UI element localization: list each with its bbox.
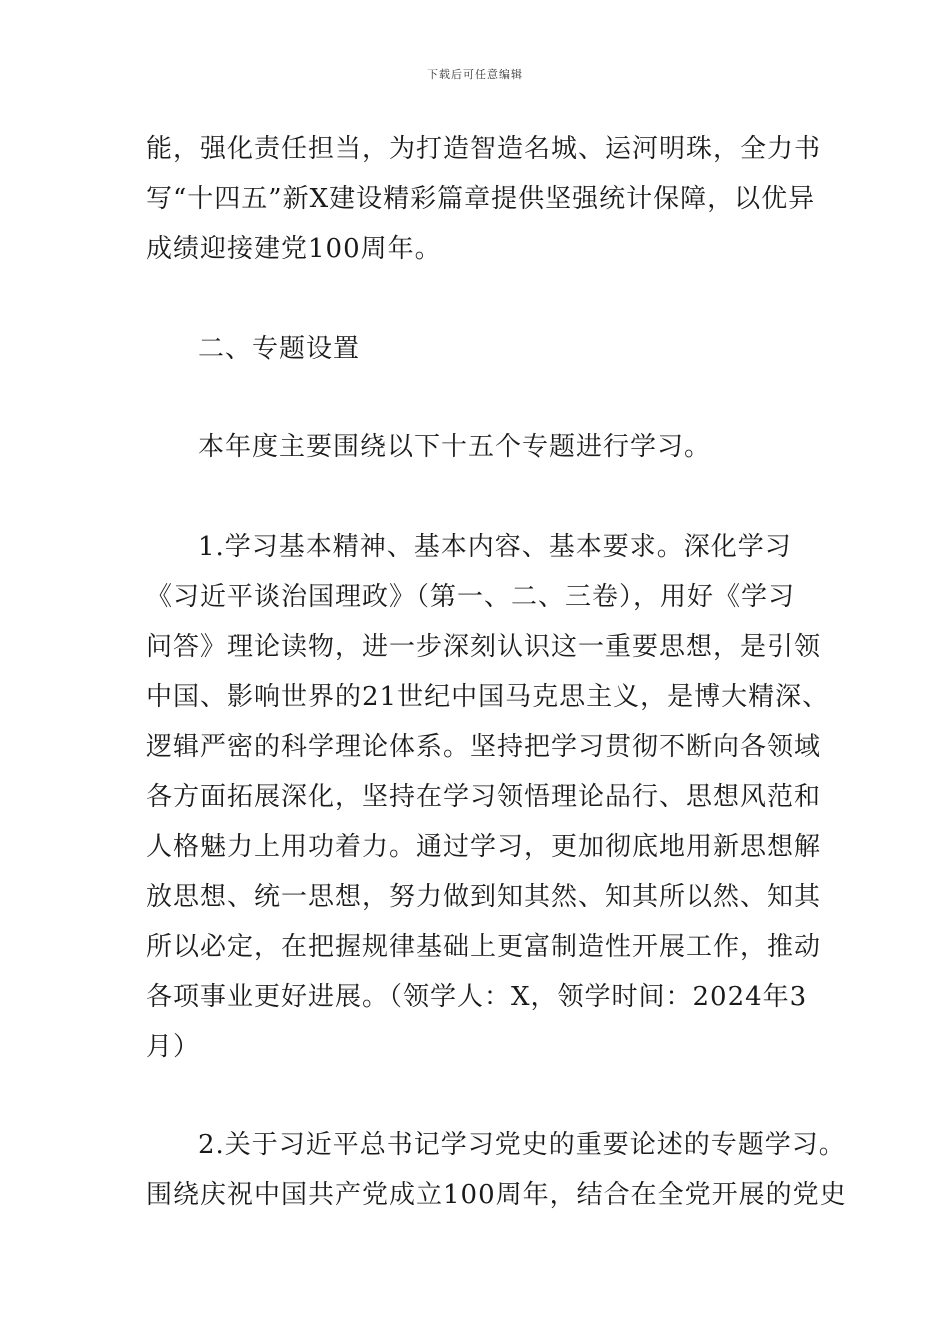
text-line: 逻辑严密的科学理论体系。坚持把学习贯彻不断向各领域 xyxy=(146,732,822,762)
text-line: 问答》理论读物，进一步深刻认识这一重要思想，是引领 xyxy=(146,632,822,662)
paragraph-continuation xyxy=(146,124,822,274)
intro-paragraph xyxy=(146,422,816,472)
topic-1-paragraph xyxy=(146,522,830,1072)
text-line: 所以必定，在把握规律基础上更富制造性开展工作，推动 xyxy=(146,932,822,962)
text-line: 各方面拓展深化，坚持在学习领悟理论品行、思想风范和 xyxy=(146,782,822,812)
intro-text: 本年度主要围绕以下十五个专题进行学习。 xyxy=(198,432,712,462)
header-note: 下载后可任意编辑 xyxy=(427,68,523,81)
text-line: 放思想、统一思想，努力做到知其然、知其所以然、知其 xyxy=(146,882,822,912)
text-line: 成绩迎接建党100周年。 xyxy=(146,234,442,264)
topic-2-paragraph xyxy=(146,1120,847,1220)
section-heading xyxy=(146,324,816,374)
text-line: 1.学习基本精神、基本内容、基本要求。深化学习 xyxy=(198,532,792,562)
text-line: 写“十四五”新X建设精彩篇章提供坚强统计保障，以优异 xyxy=(146,184,816,214)
section-heading-text: 二、专题设置 xyxy=(198,334,361,364)
text-line: 《习近平谈治国理政》（第一、二、三卷），用好《学习 xyxy=(146,582,796,612)
text-line: 2.关于习近平总书记学习党史的重要论述的专题学习。 xyxy=(198,1130,846,1160)
text-line: 能，强化责任担当，为打造智造名城、运河明珠，全力书 xyxy=(146,134,822,164)
text-line: 围绕庆祝中国共产党成立100周年，结合在全党开展的党史 xyxy=(146,1180,847,1210)
text-line: 中国、影响世界的21世纪中国马克思主义，是博大精深、 xyxy=(146,682,830,712)
text-line: 人格魅力上用功着力。通过学习，更加彻底地用新思想解 xyxy=(146,832,822,862)
text-line: 各项事业更好进展。（领学人：X，领学时间：2024年3 xyxy=(146,982,808,1012)
text-line: 月） xyxy=(146,1032,201,1062)
